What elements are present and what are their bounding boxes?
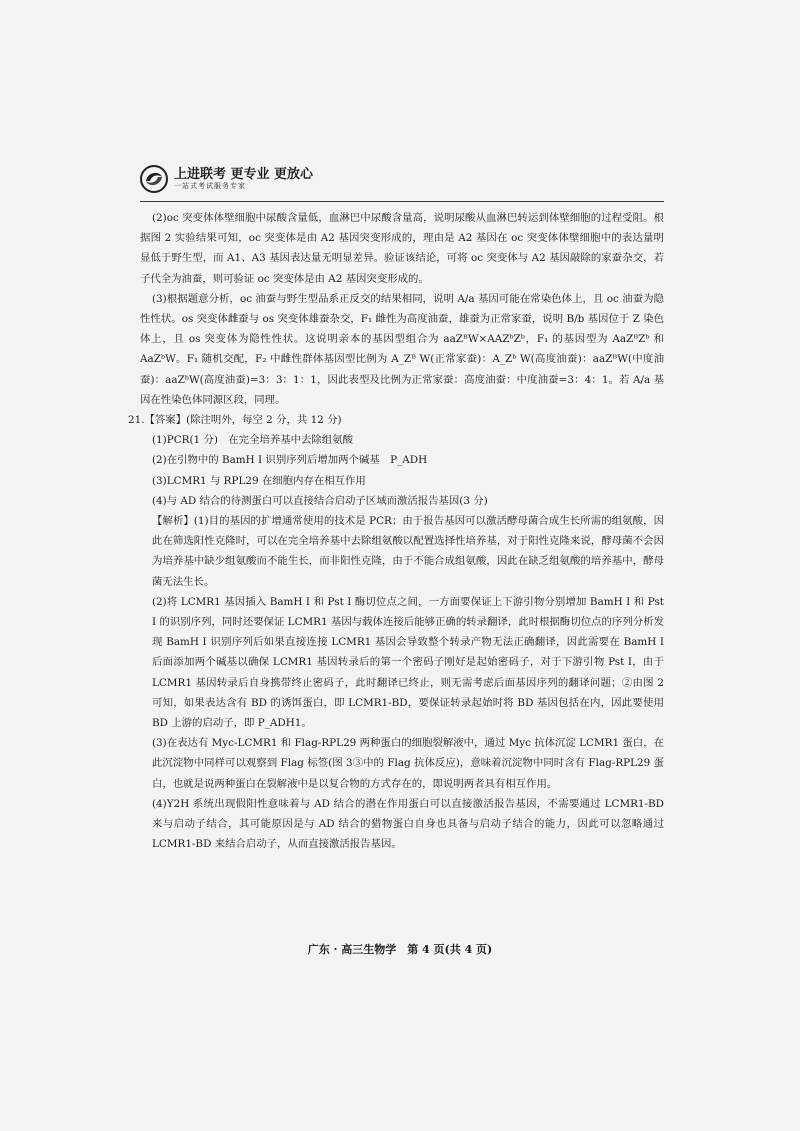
header-subtitle: 一站式考试服务专家 xyxy=(174,182,246,191)
answer-3: (3)LCMR1 与 RPL29 在细胞内存在相互作用 xyxy=(152,474,366,487)
answer-1: (1)PCR(1 分) 在完全培养基中去除组氨酸 xyxy=(152,434,353,447)
explanation-4: (4)Y2H 系统出现假阳性意味着与 AD 结合的潜在作用蛋白可以直接激活报告基因，不需要通过 LCMR1-BD 来与启动子结合，其可能原因是与 AD 结合的猎物蛋白自身也具备与启动子结合的能力，因此可以忽略通过 LCMR1-BD 来结合启动子，从而直接激活报告基因。 xyxy=(152,797,664,851)
question-number: 21. xyxy=(128,414,145,427)
answer-4: (4)与 AD 结合的待测蛋白可以直接结合启动子区域而激活报告基因(3 分) xyxy=(152,494,488,507)
logo-swirl-icon xyxy=(140,165,168,193)
explanation-2: (2)将 LCMR1 基因插入 BamH Ⅰ 和 Pst Ⅰ 酶切位点之间，一方面要保证上下游引物分别增加 BamH Ⅰ 和 Pst Ⅰ 的识别序列，同时还要保证 LCMR1 基因与载体连接后能够正确的转录翻译，此时根据酶切位点的序列分析发现 BamH Ⅰ 识别序列后如果直接连接 LCMR1 基因会导致整个转录产物无法正确翻译，因此需要在 BamH Ⅰ 后面添加两个碱基以确保 LCMR1 基因转录后的第一个密码子刚好是起始密码子，对于下游引物 Pst Ⅰ，由于 LCMR1 基因转录后自身携带终止密码子，此时翻译已终止，则无需考虑后面基因序列的翻译问题；②由图 2 可知，如果表达含有 BD 的诱饵蛋白，即 LCMR1-BD，要保证转录起始时将 BD 基因包括在内，因此要使用 BD 上游的启动子，即 P_ADH1。 xyxy=(152,595,664,730)
question-21-header xyxy=(128,410,664,430)
explanation-3: (3)在表达有 Myc-LCMR1 和 Flag-RPL29 两种蛋白的细胞裂解液中，通过 Myc 抗体沉淀 LCMR1 蛋白，在此沉淀物中同样可以观察到 Flag 标签(图 3③中的 Flag 抗体反应)，意味着沉淀物中同时含有 Flag-RPL29 蛋白，也就是说两种蛋白在裂解液中是以复合物的方式存在的，即说明两者具有相互作用。 xyxy=(152,737,664,790)
page-footer: 广东 · 高三生物学 第 4 页(共 4 页) xyxy=(307,943,493,956)
explanation-1: 【解析】(1)目的基因的扩增通常使用的技术是 PCR；由于报告基因可以激活酵母菌合成生长所需的组氨酸，因此在筛选阳性克隆时，可以在完全培养基中去除组氨酸以配置选择性培养基，对于阳性克隆来说，酵母菌不会因为培养基中缺少组氨酸而不能生长，而非阳性克隆，由于不能合成组氨酸，因此在缺乏组氨酸的培养基中，酵母菌无法生长。 xyxy=(152,515,664,588)
answer-title: 【答案】(除注明外，每空 2 分，共 12 分) xyxy=(144,414,342,427)
paragraph-2: (2)oc 突变体体壁细胞中尿酸含量低，血淋巴中尿酸含量高，说明尿酸从血淋巴转运到体壁细胞的过程受阻。根据图 2 实验结果可知，oc 突变体是由 A2 基因突变形成的，理由是 A2 基因在 oc 突变体体壁细胞中的表达量明显低于野生型，而 A1、A3 基因表达量无明显差异。验证该结论，可将 oc 突变体与 A2 基因敲除的家蚕杂交，若子代全为油蚕，则可验证 oc 突变体是由 A2 基因突变形成的。 xyxy=(140,212,664,285)
answer-content xyxy=(128,208,664,855)
paragraph-3: (3)根据题意分析，oc 油蚕与野生型品系正反交的结果相同，说明 A/a 基因可能在常染色体上，且 oc 油蚕为隐性性状。os 突变体雌蚕与 os 突变体雄蚕杂交，F₁ 雌性为高度油蚕，雄蚕为正常家蚕，说明 B/b 基因位于 Z 染色体上，且 os 突变体为隐性性状。这说明亲本的基因型组合为 aaZᴮW×AAZᵇZᵇ，F₁ 的基因型为 AaZᴮZᵇ 和 AaZᵇW。F₁ 随机交配，F₂ 中雌性群体基因型比例为 A_Zᴮ W(正常家蚕)：A_Zᵇ W(高度油蚕)：aaZᴮW(中度油蚕)：aaZᵇW(高度油蚕)=3：3：1：1，因此表型及比例为正常家蚕：高度油蚕：中度油蚕=3：4：1。若 A/a 基因在性染色体同源区段，同理。 xyxy=(140,292,664,406)
header-logo xyxy=(140,165,313,193)
header-divider xyxy=(140,201,664,202)
header-slogan: 上进联考 更专业 更放心 xyxy=(174,166,314,182)
answer-2: (2)在引物中的 BamH Ⅰ 识别序列后增加两个碱基 P_ADH xyxy=(152,454,428,467)
